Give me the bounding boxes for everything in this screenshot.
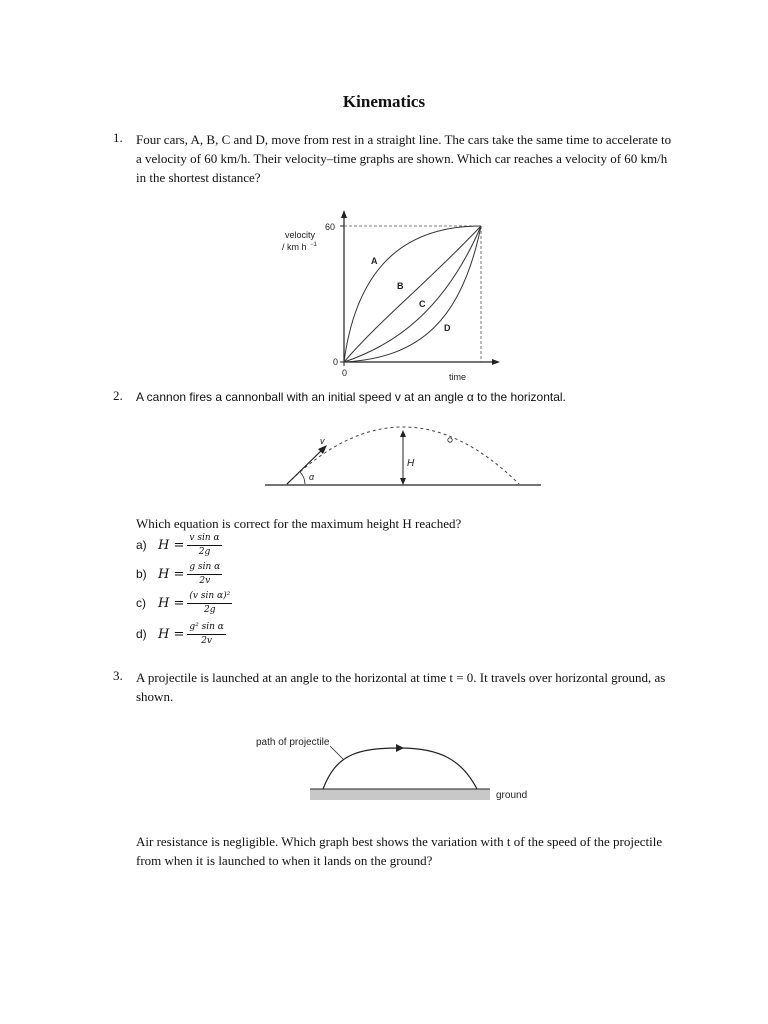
option-denominator: 2g: [198, 546, 211, 557]
curve-label-d: D: [444, 323, 451, 333]
option-lhs: H =: [158, 626, 185, 642]
y-tick-label-60: 60: [325, 222, 336, 232]
curve-label-a: A: [371, 256, 378, 266]
y-axis-unit-exponent: −1: [310, 242, 317, 248]
question-3-number: 3.: [113, 668, 123, 683]
y-axis-label: velocity: [285, 230, 316, 240]
option-letter: c): [136, 596, 146, 610]
alpha-label: α: [309, 472, 315, 482]
option-denominator: 2v: [199, 575, 211, 586]
y-axis-unit: / km h: [282, 242, 307, 252]
path-direction-arrow: [396, 744, 404, 752]
x-axis-label: time: [449, 372, 467, 382]
h-label: H: [407, 458, 415, 469]
v-label: v: [320, 436, 325, 446]
option-letter: b): [136, 567, 147, 581]
option-lhs: H =: [158, 595, 185, 611]
page-title: Kinematics: [342, 92, 426, 111]
option-numerator: g sin α: [187, 562, 222, 575]
x-tick-label-0: 0: [342, 368, 348, 378]
curve-label-b: B: [397, 281, 404, 291]
question-3-text: A projectile is launched at an angle to the horizontal at time t = 0. It travels over horizontal ground, as shown.: [136, 670, 666, 704]
option-numerator: g² sin α: [187, 622, 225, 635]
path-label-leader: [330, 746, 344, 760]
option-lhs: H =: [158, 537, 185, 553]
option-letter: d): [136, 627, 147, 641]
ground-label: ground: [496, 790, 528, 801]
question-2-number: 2.: [113, 388, 123, 403]
question-1-text: Four cars, A, B, C and D, move from rest in a straight line. The cars take the same time to accelerate to a velocity of 60 km/h. Their velocity–time graphs are shown. Which car reaches a velocity of 60 km/h in the shortest distance?: [136, 132, 672, 185]
ground-strip: [310, 789, 490, 800]
question-3-prompt: Air resistance is negligible. Which graph best shows the variation with t of the speed of the projectile from when it is launched to when it lands on the ground?: [136, 834, 663, 868]
question-1-number: 1.: [113, 130, 123, 145]
projectile-path: [323, 748, 477, 789]
option-denominator: 2g: [204, 604, 216, 615]
curve-label-c: C: [419, 299, 426, 309]
y-tick-label-0: 0: [333, 357, 339, 367]
option-numerator: v sin α: [187, 533, 221, 546]
question-2-text: A cannon fires a cannonball with an initial speed v at an angle α to the horizontal.: [136, 390, 566, 404]
option-lhs: H =: [158, 566, 185, 582]
option-numerator: (v sin α)²: [187, 591, 232, 604]
path-label: path of projectile: [256, 737, 330, 748]
option-letter: a): [136, 538, 147, 552]
option-denominator: 2v: [201, 635, 213, 646]
question-2-prompt: Which equation is correct for the maximum height H reached?: [136, 516, 462, 531]
